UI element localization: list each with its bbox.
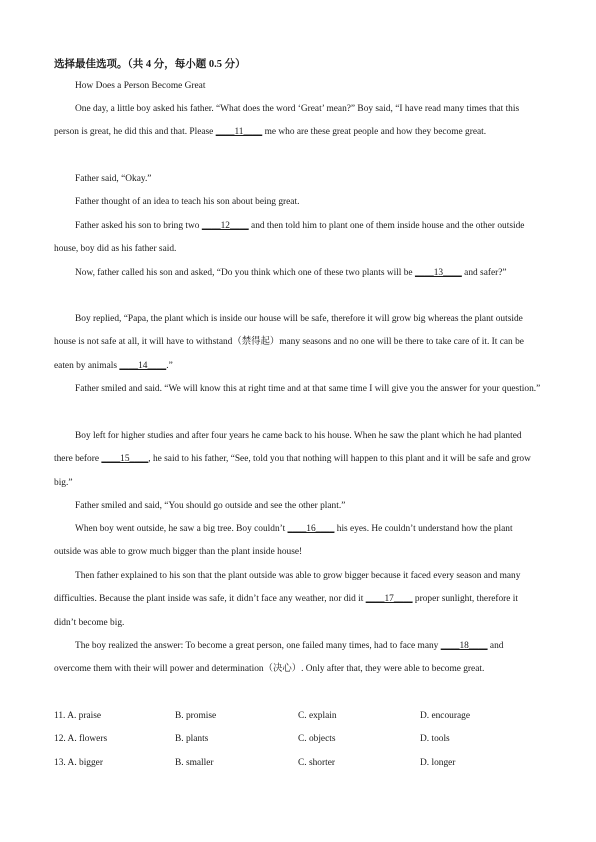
- option-b: B. plants: [175, 734, 209, 744]
- paragraph-text: and safer?”: [461, 268, 507, 278]
- paragraph-text: Father asked his son to bring two: [75, 221, 202, 231]
- option-c: C. explain: [298, 711, 337, 721]
- paragraph-text: One day, a little boy asked his father. “What does the word ‘Great’ mean?” Boy said, “I have read many times that this person is great, he did this and that. Please: [54, 104, 520, 138]
- option-a: 13. A. bigger: [54, 758, 103, 768]
- answer-blank-18: ____18____: [440, 641, 488, 651]
- paragraph-text: The boy realized the answer: To become a great person, one failed many times, had to face many: [75, 641, 441, 651]
- passage-paragraph: [54, 495, 542, 518]
- passage-paragraph: [54, 565, 542, 635]
- passage-paragraph: [54, 635, 542, 682]
- answer-blank-17: ____17____: [365, 594, 413, 605]
- option-b: B. promise: [175, 711, 217, 721]
- paragraph-text: Father smiled and said. “We will know this at right time and at that same time I will give you the answer for your question.”: [75, 384, 541, 394]
- paragraph-text: me who are these great people and how they become great.: [262, 127, 487, 138]
- paragraph-text: and overcome them with their will power and determination（决心）. Only after that, they were able to become great.: [54, 641, 504, 675]
- passage-paragraph: [54, 191, 542, 214]
- option-a: 11. A. praise: [54, 711, 102, 721]
- answer-blank-15: ____15____: [101, 454, 149, 465]
- answer-blank-12: ____12____: [201, 221, 249, 231]
- passage-paragraph: [54, 425, 542, 495]
- option-d: D. encourage: [420, 711, 470, 721]
- paragraph-text: Then father explained to his son that the plant outside was able to grow bigger because it faced every season and many difficulties. Because the plant inside was safe, it didn’t face any weather, nor did it: [54, 571, 521, 605]
- passage-title: How Does a Person Become Great: [75, 81, 206, 91]
- answer-blank-14: ____14____: [119, 360, 167, 371]
- option-row-11: [54, 711, 554, 725]
- paragraph-text: Boy replied, “Papa, the plant which is inside our house will be safe, therefore it will grow big whereas the plant outside house is not safe at all, it will have to withstand（禁得起）many seasons and no one will be there to take care of it. It can be eaten by animals: [54, 314, 524, 371]
- paragraph-text: Boy left for higher studies and after four years he came back to his house. When he saw the plant which he had planted there before: [54, 431, 522, 465]
- passage-paragraph: [54, 262, 542, 285]
- option-b: B. smaller: [175, 758, 214, 768]
- paragraph-text: Now, father called his son and asked, “Do you think which one of these two plants will be: [75, 268, 415, 278]
- option-c: C. shorter: [298, 758, 335, 768]
- answer-blank-16: ____16____: [287, 524, 335, 534]
- option-c: C. objects: [298, 734, 336, 744]
- option-d: D. longer: [420, 758, 456, 768]
- answer-blank-11: ____11____: [215, 127, 263, 138]
- paragraph-text: Father thought of an idea to teach his son about being great.: [75, 197, 300, 207]
- option-row-13: [54, 758, 554, 772]
- option-row-12: [54, 734, 554, 748]
- paragraph-text: his eyes. He couldn’t understand how the plant outside was able to grow much bigger than the plant inside house!: [54, 524, 513, 558]
- paragraph-text: When boy went outside, he saw a big tree. Boy couldn’t: [75, 524, 288, 534]
- paragraph-text: , he said to his father, “See, told you that nothing will happen to this plant and it will be safe and grow big.”: [54, 454, 531, 488]
- paragraph-text: and then told him to plant one of them inside house and the other outside house, boy did as his father said.: [54, 221, 525, 255]
- passage-paragraph: [54, 378, 542, 401]
- section-heading: 选择最佳选项。（共 4 分，每小题 0.5 分）: [54, 59, 246, 70]
- option-d: D. tools: [420, 734, 450, 744]
- paragraph-text: Father smiled and said, “You should go outside and see the other plant.”: [75, 501, 346, 511]
- option-a: 12. A. flowers: [54, 734, 108, 744]
- paragraph-text: Father said, “Okay.”: [75, 174, 152, 184]
- passage-paragraph: [54, 215, 542, 262]
- paragraph-text: .”: [166, 360, 173, 371]
- passage-paragraph: [54, 518, 542, 565]
- passage-paragraph: [54, 308, 542, 378]
- paragraph-text: proper sunlight, therefore it didn’t become big.: [54, 594, 518, 628]
- passage-paragraph: [54, 168, 542, 191]
- passage-paragraph: [54, 98, 542, 145]
- answer-blank-13: ____13____: [414, 268, 462, 278]
